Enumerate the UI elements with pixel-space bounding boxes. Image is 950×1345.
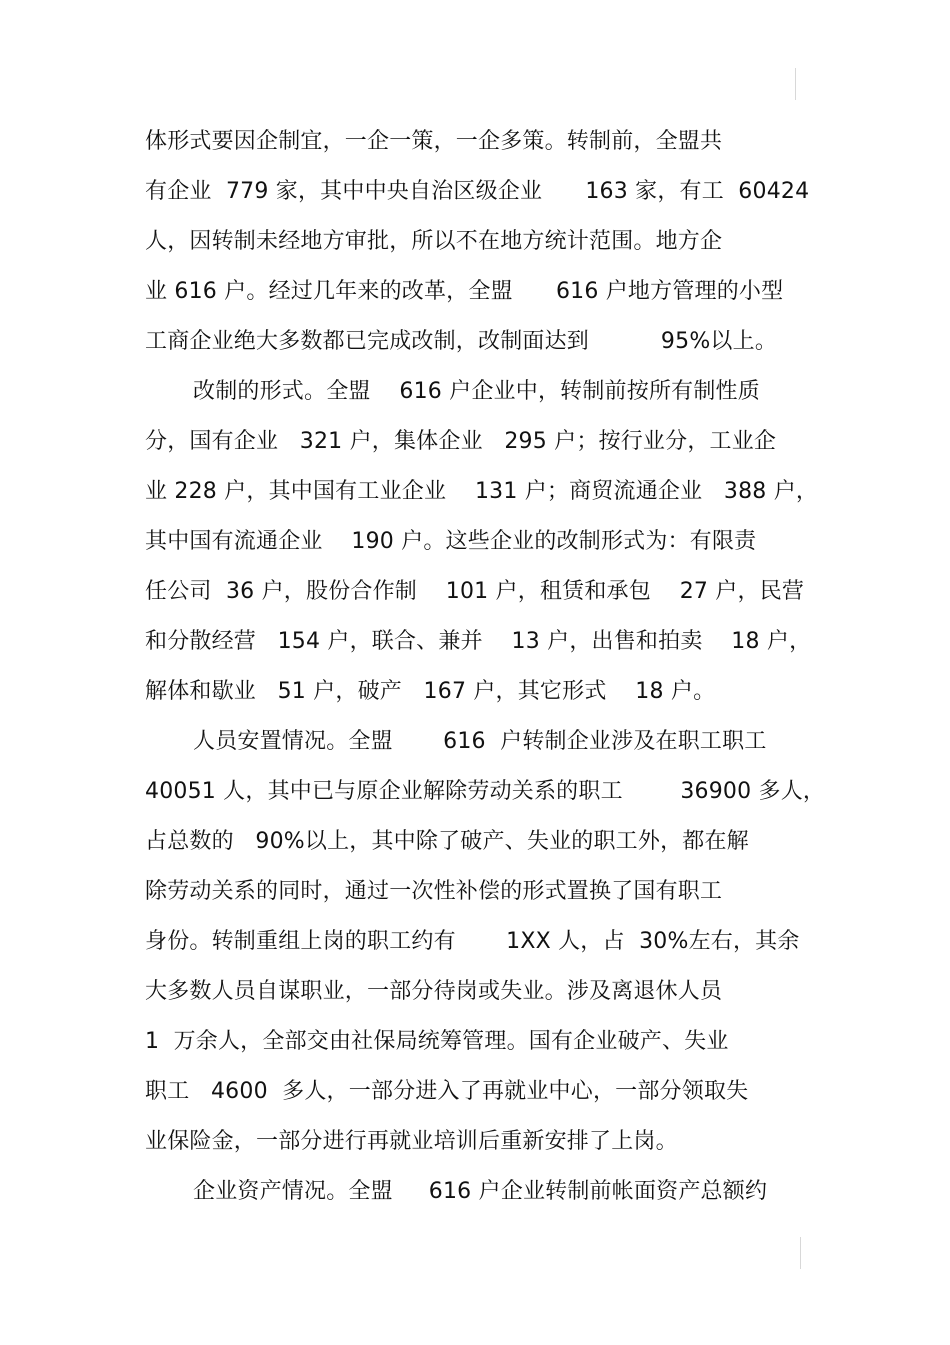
text-line: 大多数人员自谋职业，一部分待岗或失业。涉及离退休人员 <box>145 979 723 1004</box>
text-line: 和分散经营 154 户，联合、兼并 13 户，出售和拍卖 18 户， <box>145 629 812 654</box>
crop-mark-bottom <box>800 1237 801 1269</box>
text-line: 40051 人，其中已与原企业解除劳动关系的职工 36900 多人， <box>145 779 826 804</box>
text-line: 职工 4600 多人，一部分进入了再就业中心，一部分领取失 <box>145 1079 749 1104</box>
text-line: 业 616 户。经过几年来的改革，全盟 616 户地方管理的小型 <box>145 279 784 304</box>
text-line: 人，因转制未经地方审批，所以不在地方统计范围。地方企 <box>145 229 723 254</box>
text-line: 有企业 779 家，其中中央自治区级企业 163 家，有工 60424 <box>145 179 810 204</box>
text-line: 除劳动关系的同时，通过一次性补偿的形式置换了国有职工 <box>145 879 723 904</box>
text-line: 工商企业绝大多数都已完成改制，改制面达到 95%以上。 <box>145 329 778 354</box>
paragraph-start-line: 企业资产情况。全盟 616 户企业转制前帐面资产总额约 <box>193 1179 768 1204</box>
text-line: 业 228 户，其中国有工业企业 131 户；商贸流通企业 388 户， <box>145 479 819 504</box>
text-line: 1 万余人，全部交由社保局统筹管理。国有企业破产、失业 <box>145 1029 729 1054</box>
text-line: 解体和歇业 51 户，破产 167 户，其它形式 18 户。 <box>145 679 716 704</box>
text-line: 体形式要因企制宜，一企一策，一企多策。转制前，全盟共 <box>145 129 723 154</box>
text-line: 身份。转制重组上岗的职工约有 1XX 人，占 30%左右，其余 <box>145 929 800 954</box>
text-line: 业保险金，一部分进行再就业培训后重新安排了上岗。 <box>145 1129 678 1154</box>
text-line: 任公司 36 户，股份合作制 101 户，租赁和承包 27 户，民营 <box>145 579 805 604</box>
paragraph-start-line: 改制的形式。全盟 616 户企业中，转制前按所有制性质 <box>193 379 760 404</box>
body-text <box>145 120 825 1220</box>
crop-mark-top <box>795 68 796 100</box>
paragraph-start-line: 人员安置情况。全盟 616 户转制企业涉及在职工职工 <box>193 729 767 754</box>
text-line: 分，国有企业 321 户，集体企业 295 户；按行业分，工业企 <box>145 429 777 454</box>
text-line: 占总数的 90%以上，其中除了破产、失业的职工外，都在解 <box>145 829 749 854</box>
text-line: 其中国有流通企业 190 户。这些企业的改制形式为：有限责 <box>145 529 757 554</box>
